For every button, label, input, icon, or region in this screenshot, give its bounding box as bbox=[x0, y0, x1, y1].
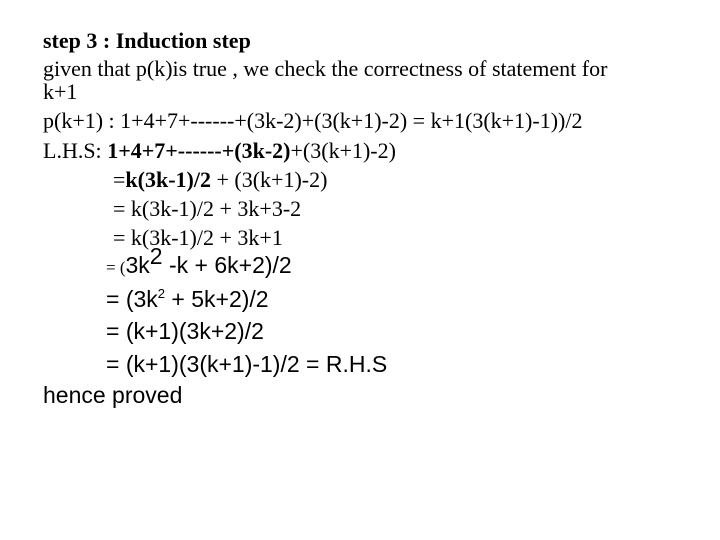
step-1-prefix: = bbox=[113, 167, 126, 192]
step-6: = (k+1)(3k+2)/2 bbox=[106, 318, 264, 344]
step-4-a: 3k bbox=[125, 252, 150, 278]
step-1-rest: + (3(k+1)-2) bbox=[210, 167, 328, 192]
lhs-rest: +(3(k+1)-2) bbox=[290, 138, 396, 163]
conclusion: hence proved bbox=[43, 382, 183, 408]
step-7: = (k+1)(3(k+1)-1)/2 = R.H.S bbox=[106, 351, 388, 377]
intro-line-2: k+1 bbox=[43, 79, 78, 104]
step-4-b: -k + 6k+2)/2 bbox=[162, 252, 292, 278]
step-2: = k(3k-1)/2 + 3k+3-2 bbox=[113, 196, 302, 221]
step-4-prefix: = ( bbox=[106, 258, 126, 277]
step-1 bbox=[113, 169, 327, 191]
step-5 bbox=[106, 288, 269, 311]
step-3: = k(3k-1)/2 + 3k+1 bbox=[113, 225, 283, 250]
step-5-a: = (3k bbox=[106, 286, 158, 312]
lhs-label: L.H.S: bbox=[43, 138, 108, 163]
step-5-exponent: 2 bbox=[157, 286, 166, 301]
step-4 bbox=[106, 243, 292, 278]
lhs-sum: 1+4+7+------+(3k-2) bbox=[107, 138, 291, 163]
step-1-bold: k(3k-1)/2 bbox=[125, 167, 211, 192]
statement-line: p(k+1) : 1+4+7+------+(3k-2)+(3(k+1)-2) = k+1(3(k+1)-1))/2 bbox=[43, 108, 583, 133]
lhs-line bbox=[43, 140, 396, 162]
step-5-b: + 5k+2)/2 bbox=[165, 286, 269, 312]
intro-line-1: given that p(k)is true , we check the correctness of statement for bbox=[43, 56, 608, 81]
heading: step 3 : Induction step bbox=[43, 28, 251, 53]
step-4-exponent: 2 bbox=[149, 243, 163, 269]
